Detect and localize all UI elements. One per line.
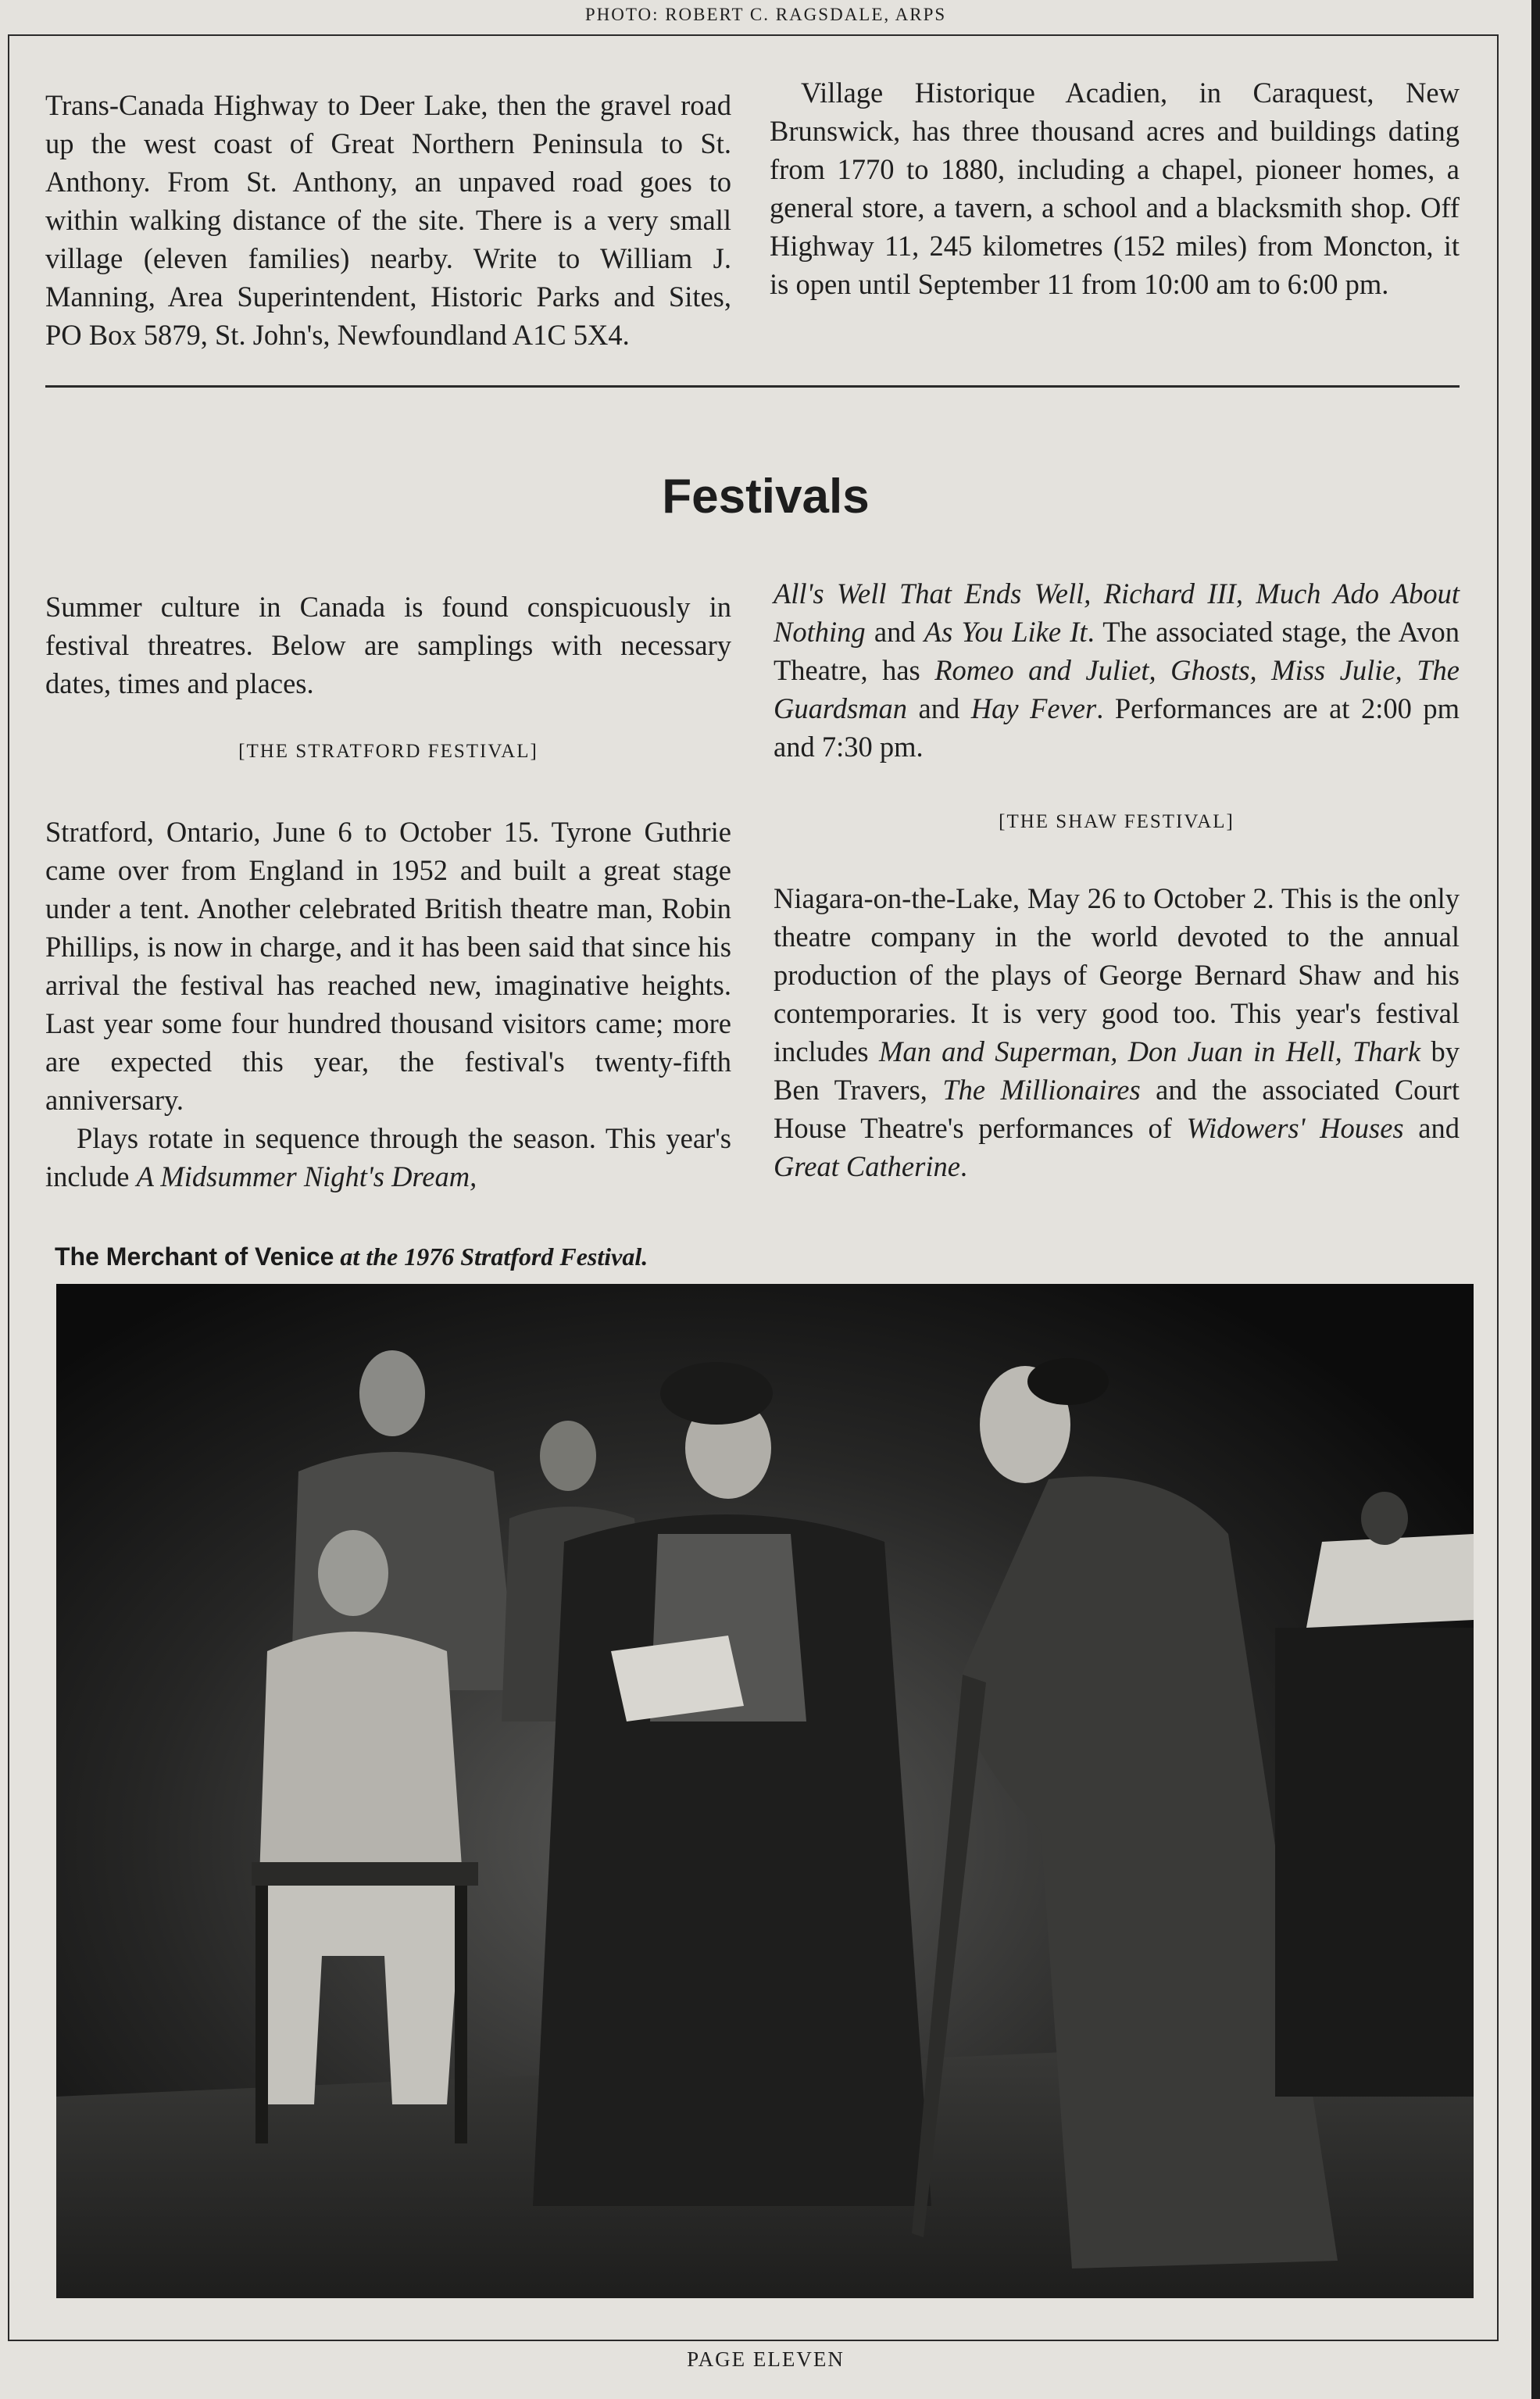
- desk-papers: [1306, 1534, 1474, 1628]
- shaw-text-court: and the associated Court House Theatre's performances of: [774, 1074, 1460, 1144]
- seated-man-jacket: [259, 1632, 463, 1878]
- stratford-heading: [THE STRATFORD FESTIVAL]: [238, 741, 538, 762]
- shaw-plays: Man and Superman, Don Juan in Hell, Thark: [878, 1035, 1421, 1067]
- play-great-catherine: Great Catherine: [774, 1150, 960, 1182]
- clerk-head: [1361, 1492, 1408, 1545]
- caption-title: The Merchant of Venice: [55, 1242, 334, 1271]
- page-number: PAGE ELEVEN: [687, 2347, 845, 2371]
- shaw-column: [774, 879, 1460, 1185]
- chair-seat: [252, 1862, 478, 1886]
- shylock-skullcap: [1027, 1358, 1109, 1405]
- period: .: [959, 1150, 968, 1182]
- section-title: Festivals: [662, 470, 870, 524]
- shaw-heading: [THE SHAW FESTIVAL]: [999, 811, 1235, 832]
- play-widowers-houses: Widowers' Houses: [1186, 1112, 1404, 1144]
- stage-photograph: [56, 1284, 1474, 2298]
- chair-leg: [255, 1886, 268, 2143]
- section-divider: [45, 385, 1460, 388]
- intro-column: [45, 588, 731, 703]
- top-left-column: [45, 86, 731, 354]
- plays-intro: Plays rotate in sequence through the season. This year's include: [45, 1122, 731, 1192]
- shaw-text: Niagara-on-the-Lake, May 26 to October 2. This is the only theatre company in the world devoted to the annual production of the plays of George Bernard Shaw and his contemporaries. It is very good too. This year's festival includes: [774, 882, 1460, 1067]
- conjunction: and: [907, 692, 971, 724]
- clerk-desk: [1275, 1628, 1474, 2097]
- top-right-column: [770, 73, 1460, 303]
- avon-plays: Romeo and Juliet, Ghosts, Miss Julie, The Guardsman: [774, 654, 1460, 724]
- portia-cap: [660, 1362, 773, 1425]
- intro-paragraph: Summer culture in Canada is found conspicuously in festival threatres. Below are samplings with necessary dates, times and places.: [45, 591, 731, 699]
- photo-caption: [55, 1242, 648, 1271]
- photo-credit: PHOTO: ROBERT C. RAGSDALE, ARPS: [584, 5, 947, 24]
- stratford-column: [45, 813, 731, 1196]
- stratford-paragraph-2: [45, 1119, 731, 1196]
- standing-man-head: [359, 1350, 425, 1436]
- play-millionaires: The Millionaires: [942, 1074, 1141, 1106]
- caption-rest: at the 1976 Stratford Festival.: [334, 1242, 649, 1271]
- stratford-continued-paragraph: [774, 574, 1460, 766]
- performance-times: . Performances are at 2:00 pm and 7:30 pm.: [774, 692, 1460, 763]
- top-right-paragraph: Village Historique Acadien, in Caraquest, New Brunswick, has three thousand acres and buildings dating from 1770 to 1880, including a chapel, pioneer homes, a general store, a tavern, a school and a blacksmith shop. Off Highway 11, 245 kilometres (152 miles) from Moncton, it is open until September 11 from 10:00 am to 6:00 pm.: [770, 77, 1460, 300]
- conjunction: and: [1403, 1112, 1460, 1144]
- play-midsummer: A Midsummer Night's Dream,: [136, 1160, 477, 1192]
- play-hay-fever: Hay Fever: [970, 692, 1097, 724]
- shaw-paragraph: [774, 879, 1460, 1185]
- shaw-text-travers: by Ben Travers,: [774, 1035, 1460, 1106]
- stratford-continued-column: [774, 574, 1460, 766]
- second-man-head: [540, 1421, 596, 1491]
- conjunction: and: [865, 616, 924, 648]
- stratford-paragraph-1: Stratford, Ontario, June 6 to October 15. Tyrone Guthrie came over from England in 1952 and built a great stage under a tent. Another celebrated British theatre man, Robin Phillips, is now in charge, and it has been said that since his arrival the festival has reached new, imaginative heights. Last year some four hundred thousand visitors came; more are expected this year, the festival's twenty-fifth anniversary.: [45, 816, 731, 1116]
- avon-intro: . The associated stage, the Avon Theatre, has: [774, 616, 1460, 686]
- seated-man-head: [318, 1530, 388, 1616]
- chair-leg: [455, 1886, 467, 2143]
- play-as-you-like-it: As You Like It: [924, 616, 1088, 648]
- top-left-paragraph: Trans-Canada Highway to Deer Lake, then the gravel road up the west coast of Great Northern Peninsula to St. Anthony. From St. Anthony, an unpaved road goes to within walking distance of the site. There is a very small village (eleven families) nearby. Write to William J. Manning, Area Superintendent, Historic Parks and Sites, PO Box 5879, St. John's, Newfoundland A1C 5X4.: [45, 89, 731, 351]
- plays-list: All's Well That Ends Well, Richard III, Much Ado About Nothing: [774, 577, 1460, 648]
- stage-photo-illustration: [56, 1284, 1474, 2298]
